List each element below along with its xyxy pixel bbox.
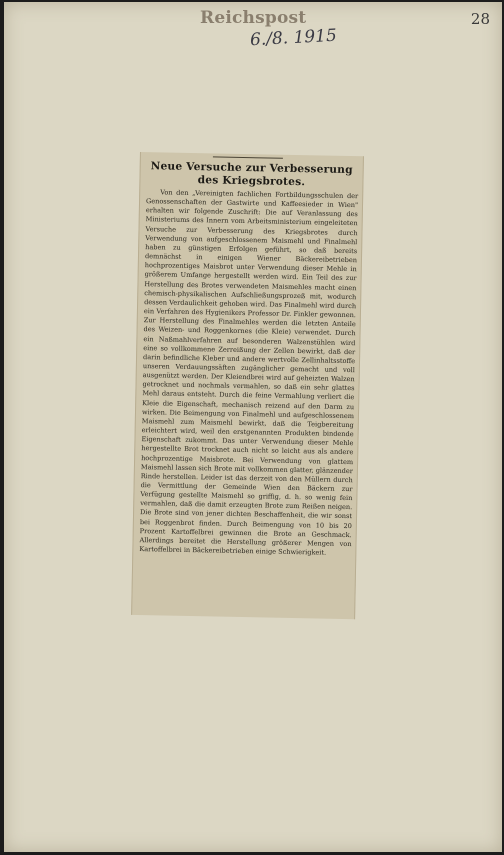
- folio-number: 28: [470, 10, 490, 28]
- newspaper-stamp: Reichspost: [200, 8, 307, 28]
- article-body: Von den „Vereinigten fachlichen Fortbildungsschulen der Genossenschaften der Gastwirte und Kaffeesieder in Wien" erhalten wir folgende Zuschrift: Die auf Veranlassung des Ministeriums des Innern vom Arbeitsministerium eingeleiteten Versuche zur Verbesserung des Kriegsbrotes durch Verwendung von aufgeschlossenem Maismehl und Finalmehl haben zu günstigen Erfolgen geführt, so daß bereits demnächst in einigen Wiener Bäckereibetrieben hochprozentiges Maisbrot unter Verwendung dieser Mehle in größerem Umfange hergestellt werden wird. Ein Teil des zur Herstellung des Brotes verwendeten Maismehles macht einen chemisch-physikalischen Aufschließungsprozeß mit, wodurch dessen Verdaulichkeit gehoben wird. Das Finalmehl wird durch ein Verfahren des Hygienikers Professor Dr. Finkler gewonnen. Zur Herstellung des Finalmehles werden die letzten Anteile des Weizen- und Roggenkornes (die Kleie) verwendet. Durch ein Naßmahlverfahren auf besonderen Walzenstühlen wird eine so vollkommene Zerreißung der Zellen bewirkt, daß der darin befindliche Kleber und andere wertvolle Zellinhaltsstoffe unseren Verdauungssäften zugänglicher gemacht und voll ausgenützt werden. Der Kleiendbrei wird auf geheizten Walzen getrocknet und nochmals vermahlen, so daß ein sehr glattes Mehl daraus entsteht. Durch die feine Vermahlung verliert die Kleie die Eigenschaft, mechanisch reizend auf den Darm zu wirken. Die Beimengung von Finalmehl und aufgeschlossenem Maismehl zum Maismehl bewirkt, daß die Teigbereitung erleichtert wird, weil den erstgenannten Produkten bindende Eigenschaft zukommt. Das unter Verwendung dieser Mehle hergestellte Brot trocknet auch nicht so leicht aus als andere hochprozentige Maisbrote. Bei Verwendung von glattem Maismehl lassen sich Brote mit vollkommen glatter, glänzender Rinde herstellen. Leider ist das derzeit von den Müllern durch die Vermittlung der Gemeinde Wien den Bäckern zur Verfügung gestellte Maismehl so griffig, d. h. so wenig fein vermahlen, daß die damit erzeugten Brote zum Reißen neigen. Die Brote sind von jener dichten Beschaffenheit, die wir sonst bei Roggenbrot finden. Durch Beimengung von 10 bis 20 Prozent Kartoffelbrei gewinnen die Brote an Geschmack. Allerdings bereitet die Herstellung größerer Mengen von Kartoffelbrei in Bäckereibetrieben einige Schwierigkeit.: [139, 188, 359, 557]
- article-title: Neue Versuche zur Verbesserung des Kriegsbrotes.: [150, 160, 353, 189]
- newspaper-clipping: [131, 152, 364, 619]
- archive-page: [4, 2, 502, 852]
- handwritten-date: 6./8. 1915: [249, 25, 338, 51]
- clipping-top-rule: [213, 156, 283, 158]
